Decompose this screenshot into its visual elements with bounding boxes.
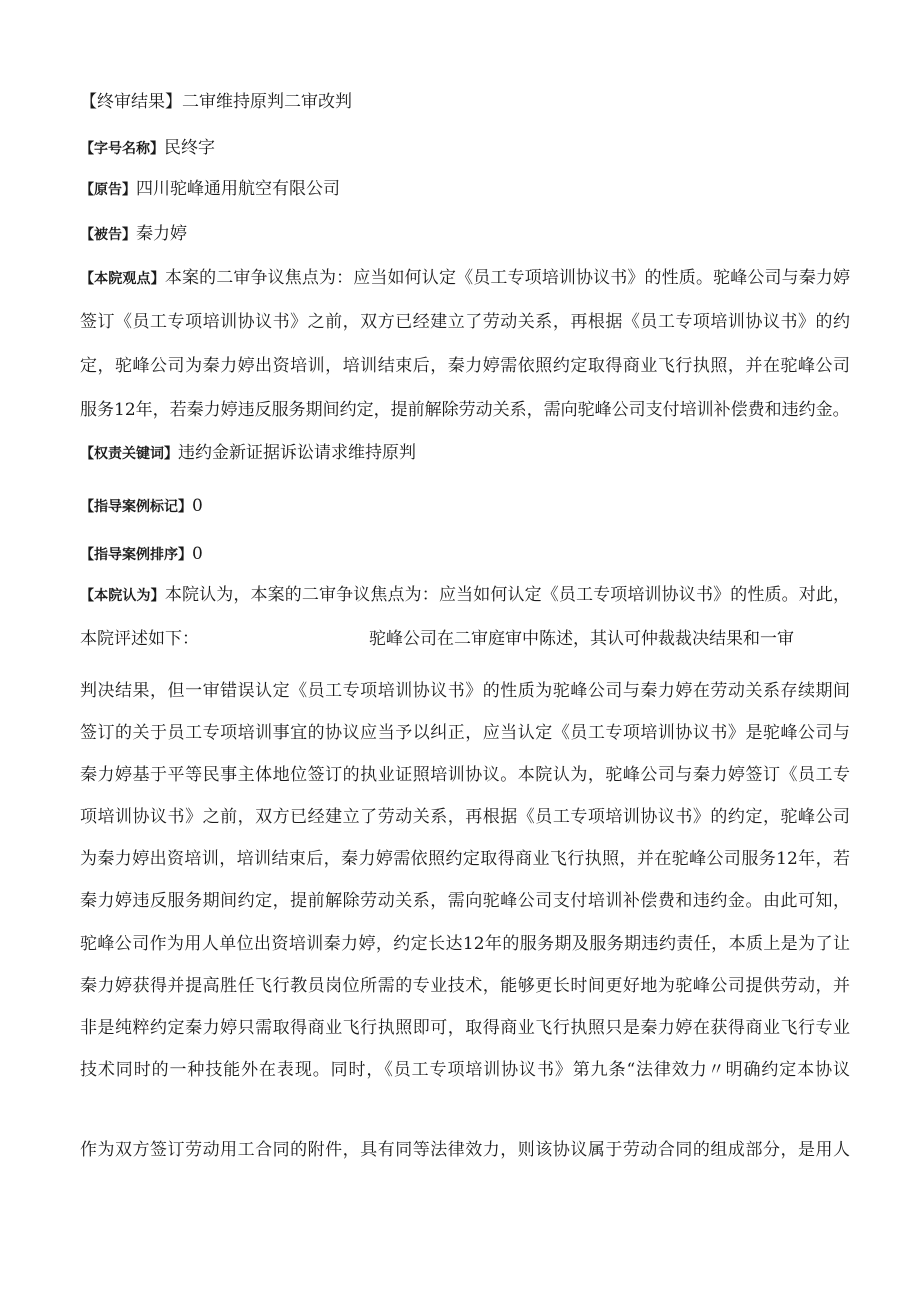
guiding-case-mark-row xyxy=(80,493,203,520)
guiding-case-mark-value: 0 xyxy=(192,496,203,516)
court-view-text-1: 本案的二审争议焦点为：应当如何认定《员工专项培训协议书》的性质。驼峰公司与秦力婷 xyxy=(164,268,851,288)
court-view-label: 【本院观点】 xyxy=(80,271,165,287)
court-view-line-3: 定，驼峰公司为秦力婷出资培训，培训结束后，秦力婷需依照约定取得商业飞行执照，并在驼峰公司 xyxy=(80,356,850,376)
court-holding-line-9: 驼峰公司作为用人单位出资培训秦力婷，约定长达12年的服务期及服务期违约责任，本质上是为了让 xyxy=(80,934,850,954)
defendant-value: 秦力婷 xyxy=(136,224,187,244)
keywords-row xyxy=(80,440,416,467)
final-result-row xyxy=(80,89,352,115)
plaintiff-label: 【原告】 xyxy=(80,182,136,198)
court-holding-text-1: 本院认为，本案的二审争议焦点为：应当如何认定《员工专项培训协议书》的性质。对此， xyxy=(164,585,851,605)
case-number-name-value: 民终字 xyxy=(164,138,215,158)
court-view-line-1 xyxy=(80,265,850,292)
court-holding-text-2-right: 驼峰公司在二审庭审中陈述，其认可仲裁裁决结果和一审 xyxy=(369,629,794,649)
plaintiff-row xyxy=(80,176,340,203)
defendant-row xyxy=(80,221,187,248)
final-result-label: 【终审结果】 xyxy=(80,92,182,112)
court-holding-line-8: 秦力婷违反服务期间约定，提前解除劳动关系，需向驼峰公司支付培训补偿费和违约金。由此可知， xyxy=(80,891,850,911)
court-holding-line-11: 非是纯粹约定秦力婷只需取得商业飞行执照即可，取得商业飞行执照只是秦力婷在获得商业飞行专业 xyxy=(80,1018,850,1038)
court-holding-line-2 xyxy=(80,626,794,652)
guiding-case-order-label: 【指导案例排序】 xyxy=(80,547,192,563)
court-holding-line-5: 秦力婷基于平等民事主体地位签订的执业证照培训协议。本院认为，驼峰公司与秦力婷签订《员工专 xyxy=(80,765,850,785)
keywords-label: 【权责关键词】 xyxy=(80,446,178,462)
case-number-name-row xyxy=(80,135,215,162)
guiding-case-order-row xyxy=(80,541,203,568)
guiding-case-order-value: 0 xyxy=(192,544,203,564)
court-holding-line-7: 为秦力婷出资培训，培训结束后，秦力婷需依照约定取得商业飞行执照，并在驼峰公司服务12年，若 xyxy=(80,849,850,869)
court-holding-line-13: 作为双方签订劳动用工合同的附件，具有同等法律效力，则该协议属于劳动合同的组成部分，是用人 xyxy=(80,1140,850,1160)
court-holding-line-1 xyxy=(80,582,850,609)
court-holding-label: 【本院认为】 xyxy=(80,588,165,604)
court-holding-line-10: 秦力婷获得并提高胜任飞行教员岗位所需的专业技术，能够更长时间更好地为驼峰公司提供劳动，并 xyxy=(80,976,850,996)
court-holding-line-12: 技术同时的一种技能外在表现。同时，《员工专项培训协议书》第九条“法律效力〃明确约定本协议 xyxy=(80,1060,850,1080)
court-view-line-2: 签订《员工专项培训协议书》之前，双方已经建立了劳动关系，再根据《员工专项培训协议书》的约 xyxy=(80,312,850,332)
court-holding-line-4: 签订的关于员工专项培训事宜的协议应当予以纠正，应当认定《员工专项培训协议书》是驼峰公司与 xyxy=(80,723,850,743)
case-number-name-label: 【字号名称】 xyxy=(80,141,164,157)
final-result-value: 二审维持原判二审改判 xyxy=(182,92,352,112)
court-holding-text-2-left: 本院评述如下： xyxy=(80,629,199,649)
court-holding-line-6: 项培训协议书》之前，双方已经建立了劳动关系，再根据《员工专项培训协议书》的约定，驼峰公司 xyxy=(80,807,850,827)
guiding-case-mark-label: 【指导案例标记】 xyxy=(80,499,192,515)
court-holding-line-3: 判决结果，但一审错误认定《员工专项培训协议书》的性质为驼峰公司与秦力婷在劳动关系存续期间 xyxy=(80,681,850,701)
defendant-label: 【被告】 xyxy=(80,227,136,243)
keywords-value: 违约金新证据诉讼请求维持原判 xyxy=(178,443,416,463)
plaintiff-value: 四川驼峰通用航空有限公司 xyxy=(136,179,340,199)
court-view-line-4: 服务12年，若秦力婷违反服务期间约定，提前解除劳动关系，需向驼峰公司支付培训补偿费和违约金。 xyxy=(80,400,850,420)
